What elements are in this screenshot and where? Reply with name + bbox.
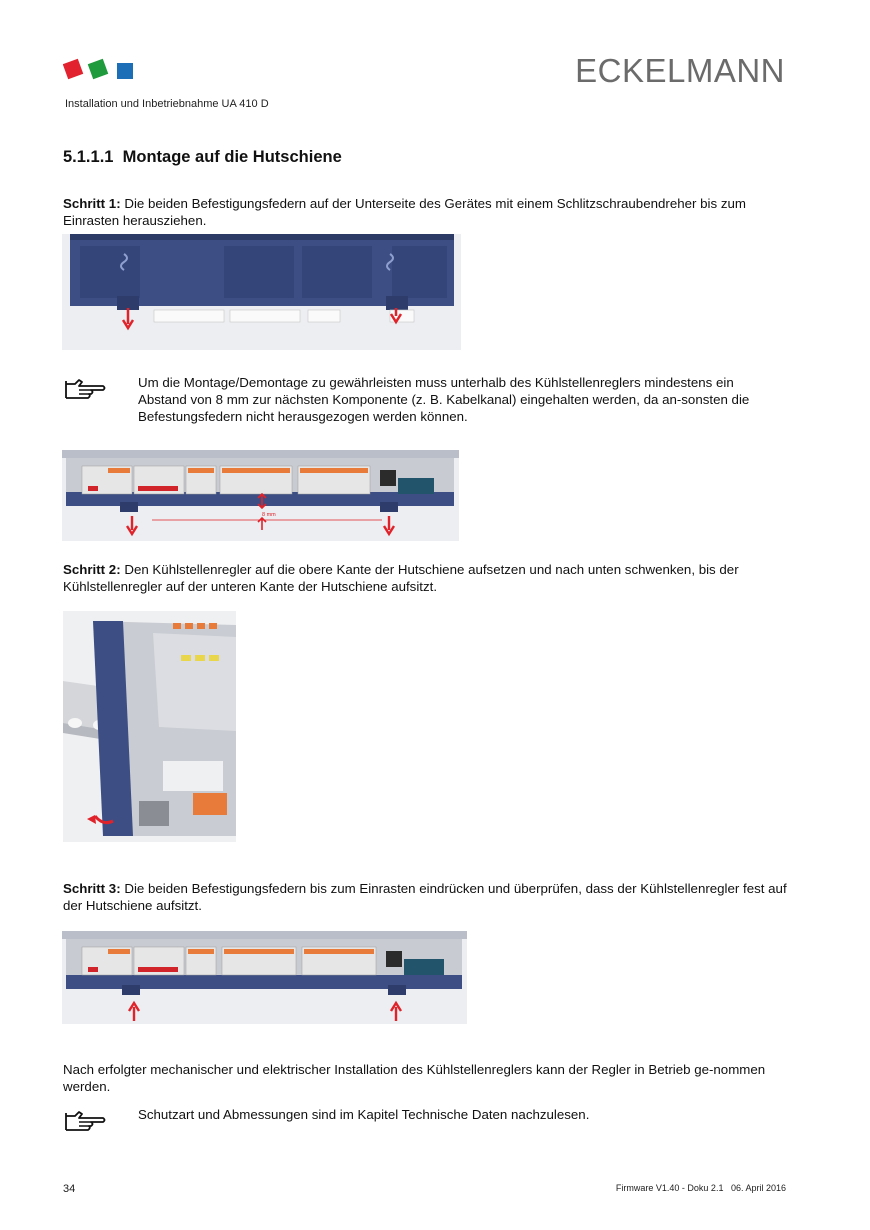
step-label: Schritt 3: xyxy=(63,881,121,896)
page-number: 34 xyxy=(63,1183,76,1195)
distance-label: 8 mm xyxy=(262,512,276,518)
step-body: Die beiden Befestigungsfedern bis zum Einrasten eindrücken und überprüfen, dass der Kühlstellenregler fest auf der Hutschiene aufsitzt. xyxy=(63,881,787,913)
photo-front-clearance xyxy=(62,450,459,541)
step-body: Den Kühlstellenregler auf die obere Kante der Hutschiene aufsetzen und nach unten schwenken, bis der Kühlstellenregler auf der unteren Kante der Hutschiene aufsitzt. xyxy=(63,562,739,594)
section-number: 5.1.1.1 xyxy=(63,148,114,166)
section-title: Montage auf die Hutschiene xyxy=(122,148,342,166)
note-technical-data: Schutzart und Abmessungen sind im Kapitel Technische Daten nachzulesen. xyxy=(138,1107,590,1122)
step-1-text xyxy=(63,195,793,229)
photo-din-rail-tilt xyxy=(63,611,236,842)
section-heading xyxy=(63,148,342,167)
photo-underside-springs xyxy=(62,234,461,350)
footer-version: Firmware V1.40 - Doku 2.1 06. April 2016 xyxy=(615,1183,786,1193)
step-label: Schritt 1: xyxy=(63,196,121,211)
step-3-text xyxy=(63,880,793,914)
step-label: Schritt 2: xyxy=(63,562,121,577)
eckelmann-logo xyxy=(63,57,135,83)
brand-name: ECKELMANN xyxy=(575,52,785,89)
note-mounting-clearance: Um die Montage/Demontage zu gewährleisten muss unterhalb des Kühlstellenreglers mindestens ein Abstand von 8 mm zur nächsten Komponente (z. B. Kabelkanal) eingehalten werden, da an-sonsten die Befestungsfedern nicht herausgezogen werden können. xyxy=(138,375,750,424)
pointing-hand-icon xyxy=(63,1108,107,1134)
step-body: Die beiden Befestigungsfedern auf der Unterseite des Gerätes mit einem Schlitzschraubendreher bis zum Einrasten herausziehen. xyxy=(63,196,746,228)
document-subtitle: Installation und Inbetriebnahme UA 410 D xyxy=(65,98,269,110)
photo-springs-engaged xyxy=(62,931,467,1024)
closing-paragraph: Nach erfolgter mechanischer und elektrischer Installation des Kühlstellenreglers kann der Regler in Betrieb ge-nommen werden. xyxy=(63,1062,766,1094)
step-2-text xyxy=(63,561,773,595)
pointing-hand-icon xyxy=(63,376,107,402)
